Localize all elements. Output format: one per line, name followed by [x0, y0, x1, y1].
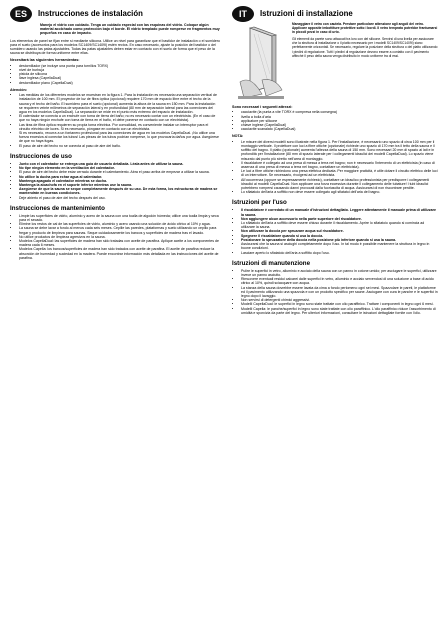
it-header [232, 6, 438, 22]
list-item: • Junto con el calentador se entrega una guía de usuario detallada. Léala antes de utilizar la sauna. [19, 162, 220, 166]
list-item: • Pulire le superfici in vetro, alluminio e acciaio della sauna con un panno in cotone umido; per asciugare le superfici, utilizzare invece un panno asciutto. [241, 269, 438, 277]
list-item: • La sauna se debe lavar a fondo al menos cada seis meses. Cepille las paredes, plataformas y suelo utilizando un cepillo para fregar y producto de limpieza para saunas. Seque cuidadosamente los bancos y superficies de madera tras el lavado. [19, 226, 220, 234]
list-item: • El calentador se conecta a un enchufe con toma de tierra del baño; no es necesario contar con un electricista. (En el caso de que no haya ningún enchufe con toma de tierra en el baño, el debe ponerse en contacto con un electricista). [19, 114, 220, 122]
list-item: • nivel de burbuja [19, 68, 220, 72]
es-tools-heading: Necesitará las siguientes herramientas: [10, 58, 80, 63]
list-item: • Non utilizzare la doccia per spruzzare acqua sul riscaldatore. [241, 229, 438, 233]
it-maintenance-heading: Istruzioni di manutenzione [232, 259, 311, 267]
list-item: • No utilice productos de limpieza agresivos en la sauna. [19, 235, 220, 239]
italian-column [232, 6, 438, 317]
it-use-list [232, 208, 438, 254]
list-item: • Elimine los restos de cal de las superficies de vidrio, aluminio y acero usando una solución de ácido cítrico al 10% y agua. [19, 222, 220, 226]
list-item: • Mantenga la alcachofa en el soporte inferior mientras use la sauna. [19, 183, 220, 187]
it-install-title: Istruzioni di installazione [260, 8, 353, 18]
it-tools-list [232, 110, 438, 131]
list-item: • Lasciare aperto lo sfiatatoio dell'aria a soffitto dopo l'uso. [241, 251, 438, 255]
it-maintenance-list [232, 269, 438, 315]
it-note-list [232, 140, 438, 195]
it-glass-warning: Maneggiare il vetro con cautela. Prestare particolare attenzione agli angoli del vetro. Applicare apposite imbottiture protettive sotto i bordi. Il vetro temprato potrebbe frantumarsi in piccoli pezzi in caso di urto. [292, 22, 438, 35]
list-item: • Lo sfiatatoio dell'aria a soffitto non deve essere collegato agli sfiatatoi dell'aria del bagno. [241, 190, 438, 194]
it-install-paragraph: Gli elementi da parete sono attaccati tra loro con del silicone. Servirsi di una livella per assicurare che la struttura di installazione o il piatto necessario per i modelli SC1409/SC1409I) siano perfettamente orizzontali. Se necessario, regolare la posizione della struttura o del piatto utilizzando i piedini di regolazione. Tutti i piedini di regolazione devono essere a contatto con il pavimento affinché il peso della sauna venga distribuito in modo uniforme tra di essi. [292, 37, 438, 58]
list-item: • Le misure dei diversi modelli sono illustrate nella figura 1. Per l'installazione, è necessario uno spazio di circa 100 mm per il montaggio verticale. Il proiettore con luci a fibre ottiche (opzionale) richiede uno spazio di 170 mm tra il tetto della sauna e il soffitto del bagno. Il piatto (opzionale) aumenta l'altezza della sauna di 150 mm. Sono necessari 20 mm di spazio ai lati e in profondità per l'installazione (80 mm di spazio laterale per i collegamenti idraulici dei modelli CapellaDual). Lo spazio viene misurato dal punto più stretto nell'area di montaggio. [241, 140, 438, 161]
list-item: • Asegúrese de que la sauna se seque completamente después de su uso. De esta forma, los estructuras de madera se mantendrán en buenas condiciones. [19, 187, 220, 195]
list-item: • Spegnere il riscaldatore quando si usa la doccia. [241, 234, 438, 238]
list-item: • Assicurarsi che la sauna si asciughi completamente dopo l'uso. In tal modo è possibile mantenere la struttura in legno in buone condizioni. [241, 242, 438, 250]
list-item: • El paso de aire del techo debe estar cerrado durante el calentamiento. Abra el paso arriba de empezar a utilizar la sauna. [19, 170, 220, 174]
it-use-heading: Istruzioni per l'uso [232, 199, 287, 207]
list-item: • Modelos CapellaDual: las superficies de madera han sido tratadas con aceite de parafina. Aplique aceite a los componentes de madera cada 6 meses. [19, 239, 220, 247]
list-item: • Modelos Capella: los bancos/superficies de madera han sido tratados con aceite de parafina. El aceite de parafina reduce la absorción de humedad y suciedad en la madera. Puede encontrar información más detallada en las instrucciones del aceite de parafina. [19, 247, 220, 260]
es-glass-warning: Manejo el vidrio con cuidado. Tenga un cuidado especial con las esquinas del vidrio. Coloque algún material acolchado como protección bajo el borde. El vidrio templado puede romperse en fragmentos muy pequeños en caso de impacto. [40, 23, 220, 36]
list-item: • Le luci a fibre ottiche richiedono una presa elettrica dedicata. Per maggiore praticità, è utile dotare il circuito elettrico delle luci di un interruttore. Se necessario, rivolgersi ad un elettricista. [241, 169, 438, 177]
es-install-title: Instrucciones de instalación [38, 8, 143, 18]
list-item: • Las medidas de los diferentes modelos se muestran en la figura 1. Para la instalación es necesaria una separación vertical de instalación de 100 mm. El proyector de luz de fibra óptica (opcional) requiere 170 mm de espacio libre entre el techo de la sauna y el techo del baño. El sumidero para el suelo (opcional) aumenta la altura de la sauna en 150 mm. Para la instalación se requieren veinte milímetros de separación lateral y en profundidad (80 mm de separación lateral para las conexiones del agua en los modelos CapellaDual). La separación se mide en el punto más extremo del espacio de instalación. [19, 93, 220, 114]
list-item: • llave inglesa (CapellaDual) [19, 76, 220, 80]
list-item: • livella a bolla d'aria [241, 115, 438, 119]
list-item: • destornillador plano (CapellaDual) [19, 81, 220, 85]
list-item: • Il riscaldatore è collegato ad una presa di messa a terra nel bagno; non è necessario l'intervento di un elettricista (in caso di assenza di una presa di messa a terra nel bagno, contattare un elettricista). [241, 161, 438, 169]
list-item: • Modelli CapellaDual: le superfici in legno sono state trattate con olio paraffinico. Trattare i componenti in legno ogni 6 mesi. [241, 302, 438, 306]
list-item: • Il riscaldatore è corredato di un manuale d'istruzioni dettagliato. Leggere attentamente il manuale prima di utilizzare la sauna. [241, 208, 438, 216]
list-item: • Mantenga apagado el calentador mientras se ducha. [19, 179, 220, 183]
list-item: • pistola de silicona [19, 72, 220, 76]
list-item: • cacciavite scanalato (CapellaDual) [241, 127, 438, 131]
list-item: • Las tiras de fibra óptica requieren su propia toma eléctrica. Por comodidad, es conveniente instalar un interruptor para el circuito eléctrico de luces. Si es necesario, póngase en contacto con un electricista. [19, 123, 220, 131]
it-intro-block [232, 22, 438, 102]
list-item: • No tipe ningún elemento en la ventilación del calentador. [19, 166, 220, 170]
list-item: • El paso de aire del techo no se conecta al paso de aire del baño. [19, 144, 220, 148]
list-item: • La stanza della sauna dovrebbe essere lavata da cima a fondo perlomeno ogni sei mesi. Spazzolare le pareti, le piattaforme ed il pavimento utilizzando una spazzola e con un prodotto specifico per saune. Asciugare con cura le panche e le superfici in legno dopo il lavaggio. [241, 286, 438, 299]
es-maintenance-list [10, 214, 220, 260]
list-item: • Modelli Capella: le panche/superfici in legno sono state trattate con olio paraffinico. L'olio paraffinico riduce l'assorbimento di umidità e sporcizia da parte del legno. Per ulteriori informazioni, consultare le istruzioni dettagliate fornite con l'olio. [241, 307, 438, 315]
spanish-column [10, 6, 220, 262]
list-item: • Lo sfiatatoio dell'aria a soffitto deve essere chiuso durante il riscaldamento. Aprire lo sfiatatoio quando si comincia ad utilizzare la sauna. [241, 221, 438, 229]
list-item: • Non servirsi di detergenti chimici aggressivi. [241, 298, 438, 302]
list-item: • Deje abierto el paso de aire del techo después del uso. [19, 196, 220, 200]
es-header [10, 6, 220, 22]
list-item: • Rimuovere eventuali residui calcarei dalle superfici in vetro, alluminio e acciaio servendosi di una soluzione a base di acido citrico al 10%, quindi sciacquare con acqua. [241, 277, 438, 285]
es-attention-heading: Atención: [10, 87, 28, 92]
glass-panel-drawing [232, 22, 288, 102]
glass-panel-illustration [232, 22, 288, 102]
it-language-badge: IT [232, 6, 254, 22]
list-item: • Non aggiungere alcun accessorio nella parte superiore del riscaldatore. [241, 217, 438, 221]
list-item: • No utilice la ducha para echar agua al calentador. [19, 175, 220, 179]
es-use-list [10, 162, 220, 200]
list-item: • Limpie las superficies de vidrio, aluminio y acero de la sauna con una toalla de algodón húmeda; utilice una toalla limpia y seca para el secado. [19, 214, 220, 222]
list-item: • Posizionare lo spruzzatore della doccia nella posizione più inferiore quando si usa la sauna. [241, 238, 438, 242]
es-language-badge: ES [10, 6, 32, 22]
list-item: • applicatore per silicone [241, 119, 438, 123]
list-item: • chiave inglese (CapellaDual) [241, 123, 438, 127]
list-item: • destornillador (se incluye una punta para tornillos TORX) [19, 64, 220, 68]
list-item: • All'occorrenza (oppure se espressamente richiesto), contattare un idraulico professionista per predisporre i collegamenti idraulici ai modelli CapellaDual. Non applicare una forza eccessiva durante il collegamento delle tubature! I tubi idraulici potrebbero rompersi causando danni provocati dalla fuoriuscita di acqua. Assicurarsi di non riscontrare perdite. [241, 178, 438, 191]
list-item: • cacciavite (la punta a vite TORX è compresa nella consegna) [241, 110, 438, 114]
es-attention-list [10, 93, 220, 148]
it-tools-heading: Sono necessari i seguenti attrezzi: [232, 105, 293, 109]
es-tools-list [10, 64, 220, 85]
it-note-heading: NOTA: [232, 134, 244, 139]
es-install-paragraph: Los elementos de panel se fijan entre sí mediante silicona. Utilice un nivel para garantizar que el bastidor de instalación o el sumidero para el suelo (accesorios para los modelos SC1409/SC1409I) estén rectos. En caso necesario, ajuste la posición del bastidor o del sumidero usando las patas ajustables. Todas las patas ajustables deben estar en contacto con el suelo de forma que el peso de la sauna se distribuya de forma uniforme entre ellas. [10, 38, 220, 56]
list-item: • Si es necesario, recurra a un fontanero profesional para las conexiones de agua en los modelos CapellaDual. ¡No utilice una fuerza excesiva al conectar los tubos! Las piezas de los tubos podrían romperse, lo que provocaría daños por agua. Asegúrese de que no haya fugas. [19, 131, 220, 144]
es-use-heading: Instrucciones de uso [10, 152, 72, 160]
es-maintenance-heading: Instrucciones de mantenimiento [10, 204, 105, 212]
